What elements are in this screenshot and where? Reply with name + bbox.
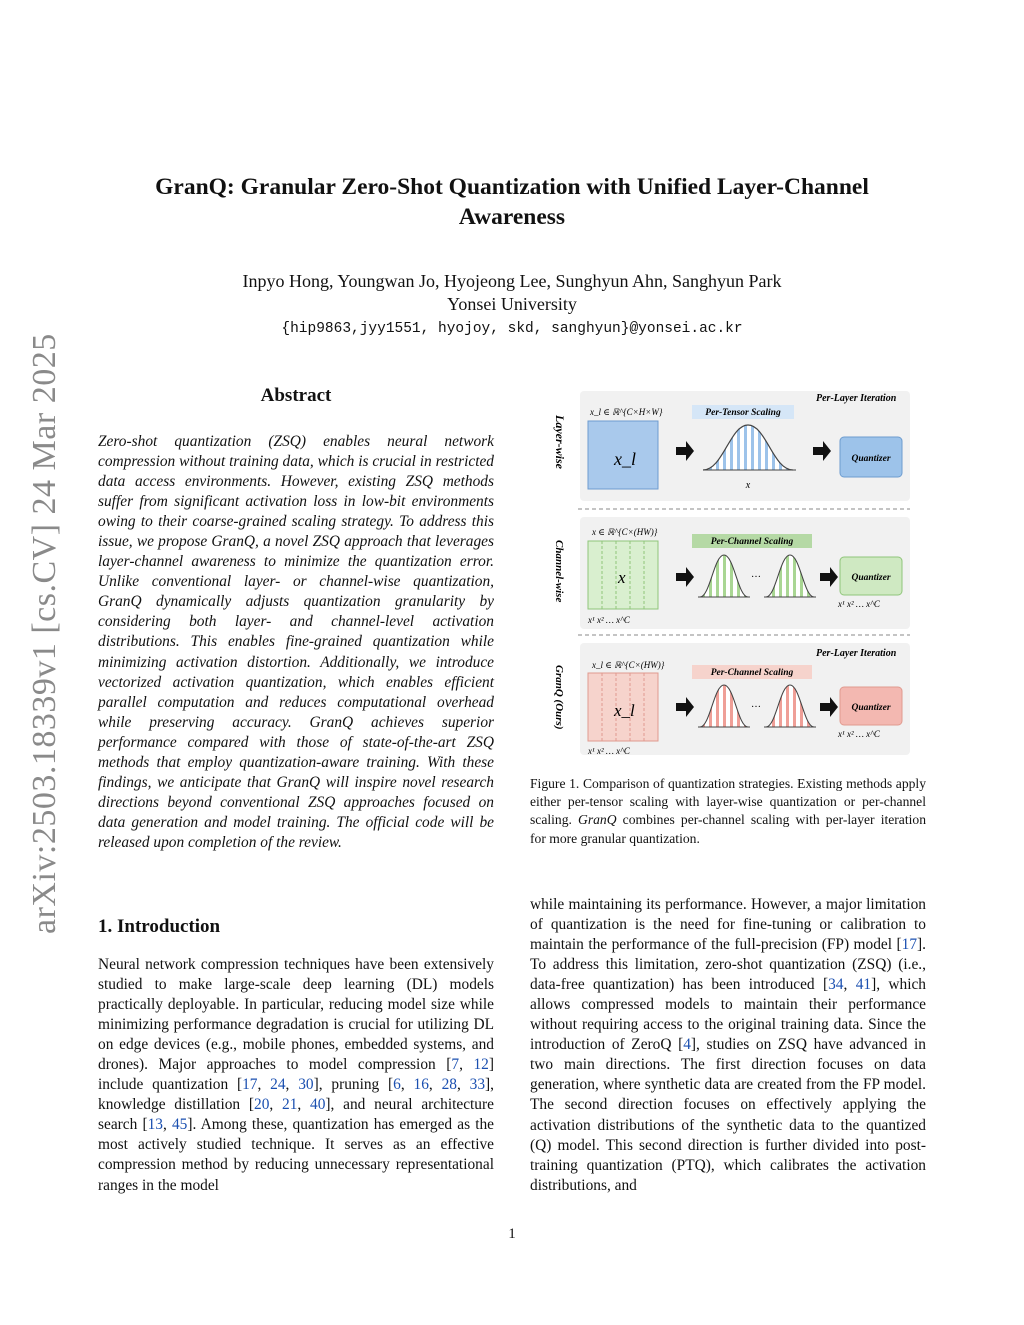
text-run: ], and neural architecture search [ — [98, 1096, 494, 1134]
granq-row — [553, 643, 910, 756]
citation-link[interactable]: 41 — [855, 976, 872, 994]
channel-indices: x¹ x² … x^C — [588, 615, 630, 625]
author-emails: {hip9863,jyy1551, hyojoy, skd, sanghyun}@yonsei.ac.kr — [281, 321, 743, 337]
citation-link[interactable]: 21 — [282, 1096, 298, 1114]
arxiv-identifier: arXiv:2503.18339v1 [cs.CV] 24 Mar 2025 — [26, 333, 63, 934]
text-run: ]. Among these, quantization has emerged as the most actively studied technique. It serves as an effective compression method by reducing unnecessary representational ranges in the model — [98, 1116, 495, 1194]
text-run: ], which allows compressed models to maintain their performance without requiring access to the original training data. Since the introduction of ZeroQ [ — [530, 976, 927, 1054]
text-run: , — [459, 1056, 474, 1074]
page-number: 1 — [508, 1226, 516, 1242]
layer-wise-row — [553, 391, 910, 501]
introduction-heading: 1. Introduction — [98, 916, 221, 937]
author-block — [100, 270, 924, 316]
caption-text: combines per-channel scaling with per-layer iteration for more granular quantization. — [530, 812, 926, 846]
text-run: ] include quantization [ — [98, 1056, 494, 1094]
caption-emphasis: GranQ — [578, 812, 617, 828]
text-run: ], studies on ZSQ have advanced in two main directions. The first direction focuses on data generation, where synthetic data are created from the FP model. The second direction focuses on effectively applying the activation distributions of the synthetic data to the quantized (Q) model. This second direction is further divided into post-training quantization (PTQ), which calibrates the activation distributions, and — [530, 1036, 926, 1194]
citation-link[interactable]: 28 — [441, 1076, 457, 1094]
text-run: , — [162, 1116, 172, 1134]
citation-link[interactable]: 45 — [171, 1116, 188, 1134]
abstract-body: Zero-shot quantization (ZSQ) enables neural network compression without training data, which is crucial in restricted data access environments. However, existing ZSQ methods suffer from significant activation loss in low-bit environments owing to their coarse-grained scaling strategy. To address this issue, we propose GranQ, a novel ZSQ approach that leverages layer-channel awareness to minimize the quantization error. Unlike conventional layer- or channel-wise quantization, GranQ dynamically adjusts quantization granularity by considering both layer- and channel-level activation distributions. This enables fine-grained quantization while minimizing activation distortion. Additionally, we introduce vectorized activation quantization, which enables efficient parallel computation and reduces computational overhead while preserving accuracy. GranQ achieves superior performance compared with those of state-of-the-art ZSQ methods that employ quantization-aware training. With these findings, we anticipate that GranQ will inspire novel research directions beyond conventional ZSQ approaches focused on data generation and model training. The official code will be released upon completion of the review. — [98, 433, 495, 851]
citation-link[interactable]: 6 — [393, 1076, 401, 1094]
citation-link[interactable]: 34 — [828, 976, 844, 994]
paper-title: GranQ: Granular Zero-Shot Quantization with Unified Layer-Channel Awareness — [155, 174, 869, 230]
quantizer-label: Quantizer — [851, 573, 891, 583]
affiliation: Yonsei University — [447, 294, 577, 314]
quantizer-label: Quantizer — [851, 454, 891, 464]
caption-text: Figure 1. Comparison of quantization strategies. Existing methods apply either per-tensor scaling with layer-wise quantization or per-channel scaling. — [530, 776, 926, 828]
per-layer-iteration-label: Per-Layer Iteration — [816, 393, 897, 404]
citation-link[interactable]: 17 — [242, 1076, 258, 1094]
row-label-layer-wise: Layer-wise — [553, 415, 567, 469]
quantizer-label: Quantizer — [851, 703, 891, 713]
figure-1-caption — [530, 775, 926, 848]
axis-variable: x — [745, 480, 751, 491]
text-run: Neural network compression techniques have been extensively studied to make large-scale deep learning (DL) models practically deployable. In particular, reducing model size while minimizing performance degradation is crucial for utilizing DL on edge devices (e.g., mobile phones, embedded systems, and drones). Major approaches to model compression [ — [98, 956, 494, 1074]
text-run: ]. To address this limitation, zero-shot quantization (ZSQ) (i.e., data-free quantization) has been introduced [ — [530, 936, 926, 994]
channel-indices: x¹ x² … x^C — [588, 746, 630, 756]
channel-indices: x¹ x² … x^C — [838, 599, 880, 609]
tensor-dimension-label: x ∈ ℝ^{C×(HW)} — [592, 527, 658, 537]
text-run: , — [456, 1076, 470, 1094]
per-layer-iteration-label: Per-Layer Iteration — [816, 648, 897, 659]
authors: Inpyo Hong, Youngwan Jo, Hyojeong Lee, Sunghyun Ahn, Sanghyun Park — [242, 271, 782, 291]
citation-link[interactable]: 7 — [451, 1056, 460, 1074]
text-run: , — [428, 1076, 442, 1094]
text-run: ], knowledge distillation [ — [98, 1076, 494, 1114]
ellipsis: … — [751, 569, 761, 580]
tensor-dimension-label: x_l ∈ ℝ^{C×(HW)} — [592, 660, 665, 670]
text-run: , — [843, 976, 856, 994]
right-column-paragraph — [530, 895, 926, 1196]
citation-link[interactable]: 16 — [413, 1076, 429, 1094]
abstract-heading: Abstract — [260, 385, 332, 406]
text-run: , — [285, 1076, 299, 1094]
citation-link[interactable]: 17 — [901, 936, 918, 954]
citation-link[interactable]: 40 — [310, 1096, 326, 1114]
citation-link[interactable]: 20 — [254, 1096, 270, 1114]
text-run: ], pruning [ — [313, 1076, 394, 1094]
citation-link[interactable]: 24 — [270, 1076, 286, 1094]
per-channel-scaling-label: Per-Channel Scaling — [710, 537, 794, 547]
ellipsis: … — [751, 699, 761, 710]
citation-link[interactable]: 4 — [683, 1036, 691, 1054]
citation-link[interactable]: 33 — [469, 1076, 486, 1094]
introduction-paragraph — [98, 955, 494, 1196]
tensor-symbol: x_l — [614, 449, 636, 469]
per-channel-scaling-label: Per-Channel Scaling — [710, 668, 794, 678]
citation-link[interactable]: 30 — [298, 1076, 314, 1094]
per-tensor-scaling-label: Per-Tensor Scaling — [705, 408, 781, 418]
text-run: , — [297, 1096, 311, 1114]
text-run: , — [269, 1096, 283, 1114]
tensor-dimension-label: x_l ∈ ℝ^{C×H×W} — [590, 407, 663, 417]
text-run: while maintaining its performance. However, a major limitation of quantization is the need for fine-tuning or calibration to maintain the performance of the full-precision (FP) model [ — [530, 896, 926, 954]
row-label-granq: GranQ (Ours) — [553, 665, 565, 730]
citation-link[interactable]: 13 — [147, 1116, 163, 1134]
text-run: , — [400, 1076, 414, 1094]
tensor-symbol: x — [618, 568, 626, 587]
text-run: , — [257, 1076, 271, 1094]
row-label-channel-wise: Channel-wise — [553, 540, 565, 603]
channel-indices: x¹ x² … x^C — [838, 729, 880, 739]
citation-link[interactable]: 12 — [473, 1056, 489, 1074]
channel-wise-row — [553, 517, 910, 629]
tensor-symbol: x_l — [614, 701, 635, 720]
figure-1 — [548, 385, 928, 760]
